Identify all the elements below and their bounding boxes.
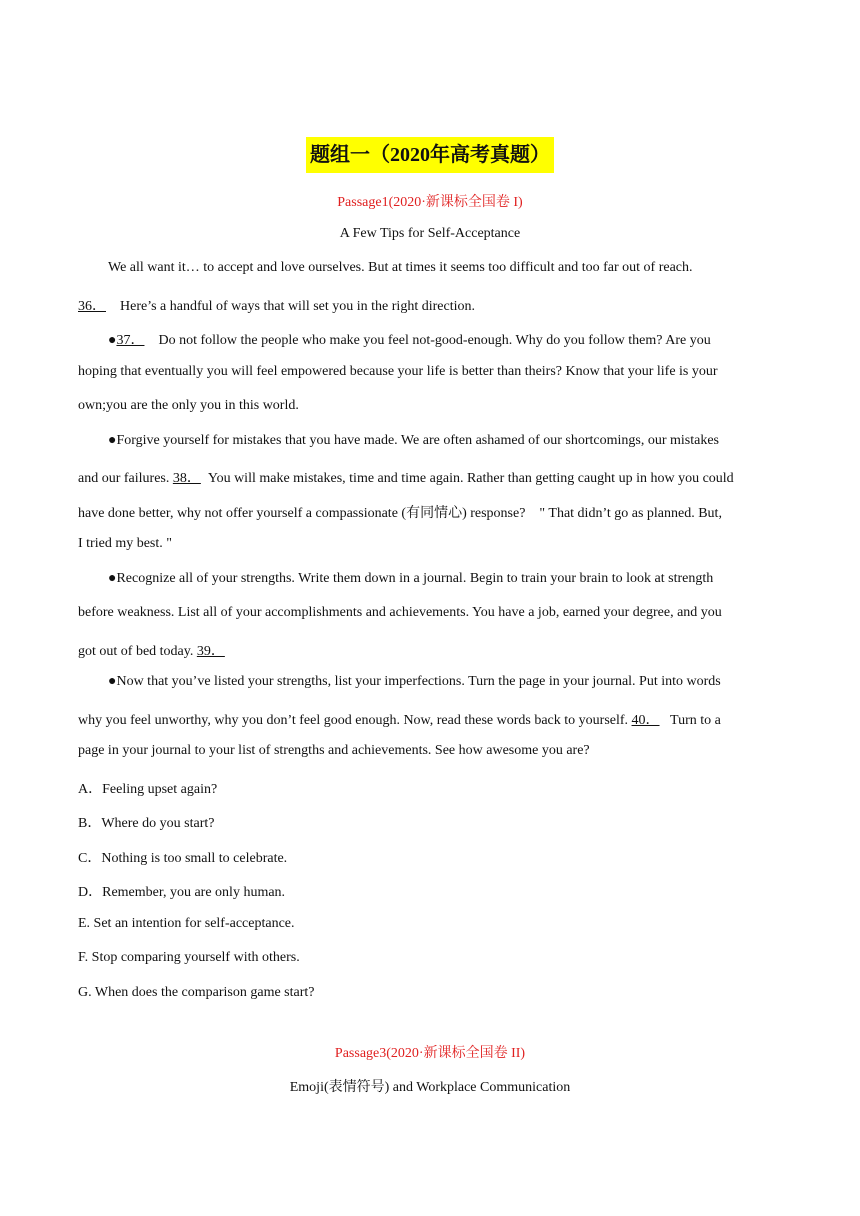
option-b: B．Where do you start?	[78, 816, 215, 831]
paragraph-line: page in your journal to your list of strengths and achievements. See how awesome you are?	[78, 743, 590, 758]
option-d: D．Remember, you are only human.	[78, 885, 286, 900]
section-heading: 题组一（2020年高考真题）	[306, 137, 554, 173]
option-f: F. Stop comparing yourself with others.	[78, 950, 300, 965]
line-text: why you feel unworthy, why you don’t feel good enough. Now, read these words back to yourself.	[78, 713, 629, 728]
passage3-title: Emoji(表情符号) and Workplace Communication	[289, 1080, 571, 1095]
paragraph-line: have done better, why not offer yourself a compassionate (有同情心) response? " That didn’t go as planned. But,	[78, 506, 722, 521]
blank-39: 39．	[196, 644, 225, 659]
blank-38: 38．	[172, 471, 201, 486]
blank-37: 37．	[116, 333, 145, 348]
line-text: You will make mistakes, time and time again. Rather than getting caught up in how you could	[207, 471, 734, 486]
paragraph-line: own;you are the only you in this world.	[78, 398, 299, 413]
paragraph-line: ●Recognize all of your strengths. Write them down in a journal. Begin to train your brain to look at strength	[108, 571, 714, 586]
option-e: E. Set an intention for self-acceptance.	[78, 916, 295, 931]
line-text: and our failures.	[78, 471, 170, 486]
passage1-source: Passage1(2020·新课标全国卷 I)	[337, 195, 523, 210]
paragraph-line: hoping that eventually you will feel empowered because your life is better than theirs? Know that your life is your	[78, 364, 718, 379]
section-heading-wrap	[0, 137, 860, 173]
paragraph-line: I tried my best. "	[78, 536, 172, 551]
paragraph-line: We all want it… to accept and love ourselves. But at times it seems too difficult and too far out of reach.	[108, 260, 693, 275]
line-text: Do not follow the people who make you feel not-good-enough. Why do you follow them? Are you	[158, 333, 711, 348]
paragraph-line: ●Forgive yourself for mistakes that you have made. We are often ashamed of our shortcomings, our mistakes	[108, 433, 719, 448]
option-c: C．Nothing is too small to celebrate.	[78, 851, 288, 866]
paragraph-line	[78, 709, 788, 729]
blank-36: 36．	[78, 299, 106, 314]
option-a: A．Feeling upset again?	[78, 782, 218, 797]
paragraph-line	[78, 329, 818, 349]
paragraph-line: ●Now that you’ve listed your strengths, list your imperfections. Turn the page in your journal. Put into words	[108, 674, 721, 689]
paragraph-line	[78, 640, 788, 660]
option-g: G. When does the comparison game start?	[78, 985, 315, 1000]
line-text: Here’s a handful of ways that will set you in the right direction.	[120, 299, 475, 314]
blank-40: 40．	[631, 713, 660, 728]
passage1-title: A Few Tips for Self-Acceptance	[339, 226, 521, 241]
bullet: ●	[108, 333, 117, 348]
paragraph-line	[78, 467, 788, 487]
passage3-source: Passage3(2020·新课标全国卷 II)	[334, 1046, 526, 1061]
paragraph-line	[78, 295, 788, 315]
line-text: Turn to a	[670, 713, 721, 728]
line-text: got out of bed today.	[78, 644, 194, 659]
paragraph-line: before weakness. List all of your accomplishments and achievements. You have a job, earned your degree, and you	[78, 605, 722, 620]
